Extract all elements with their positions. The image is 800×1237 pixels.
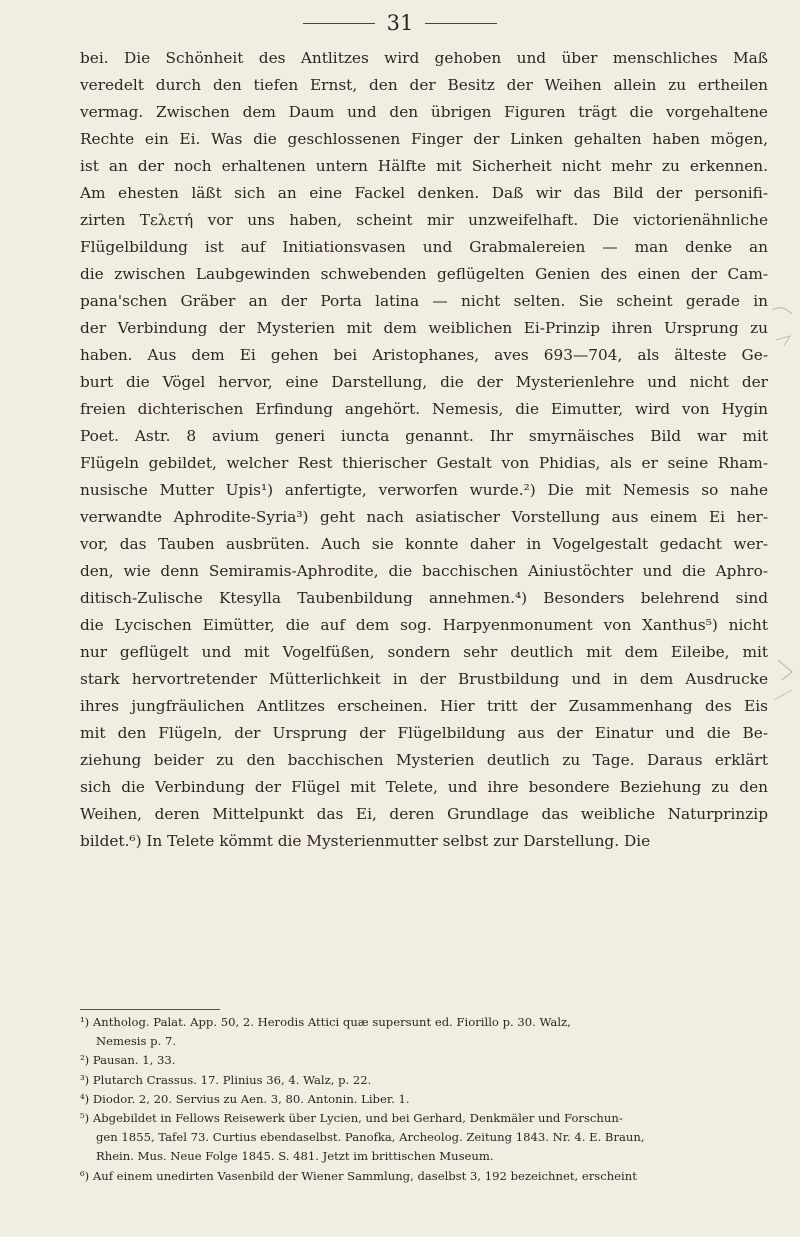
footnote-text: Antholog. Palat. App. 50, 2. Herodis Attici quæ supersunt ed. Fiorillo p. 30. Walz, [92,1015,571,1029]
footnote-divider [80,1009,220,1010]
footnote-text: Plutarch Crassus. 17. Plinius 36, 4. Walz, p. 22. [92,1072,372,1087]
footnote-text: Diodor. 2, 20. Servius zu Aen. 3, 80. Antonin. Liber. 1. [92,1091,410,1106]
footnote-5-cont [80,1128,768,1147]
text-line: Poet. Astr. 8 avium generi iuncta genannt. Ihr smyrnäisches Bild war mit [80,427,768,445]
text-line: vermag. Zwischen dem Daum und den übrigen Figuren trägt die vorgehaltene [80,103,768,121]
text-line: zirten Τελετή vor uns haben, scheint mir unzweifelhaft. Die victorienähnliche [80,211,768,229]
text-line: Weihen, deren Mittelpunkt das Ei, deren Grundlage das weibliche Naturprinzip [80,805,768,823]
footnote-text: gen 1855, Tafel 73. Curtius ebendaselbst. Panofka, Archeolog. Zeitung 1843. Nr. 4. E. Braun, [96,1130,645,1145]
text-line: stark hervortretender Mütterlichkeit in der Brustbildung und in dem Ausdrucke [80,670,768,688]
page-header [0,10,800,36]
footnote-text: Nemesis p. 7. [96,1034,177,1049]
text-line: Am ehesten läßt sich an eine Fackel denken. Daß wir das Bild der personifi- [80,184,768,202]
text-line: haben. Aus dem Ei gehen bei Aristophanes, aves 693—704, als älteste Ge- [80,346,768,364]
footnote-mark: ⁵) [80,1111,90,1126]
pencil-mark [776,336,790,346]
footnote-5-cont [80,1147,768,1166]
text-line: Flügelbildung ist auf Initiationsvasen und Grabmalereien — man denke an [80,238,768,256]
text-line: den, wie denn Semiramis-Aphrodite, die bacchischen Ainiustöchter und die Aphro- [80,562,768,580]
footnote-mark: ⁴) [80,1091,90,1106]
pencil-mark [774,690,792,700]
header-rule-right [425,23,497,24]
pencil-mark [778,660,792,680]
footnote-mark: ²) [80,1053,90,1068]
text-line: nur geflügelt und mit Vogelfüßen, sondern sehr deutlich mit dem Eileibe, mit [80,643,768,661]
footnote-text: Auf einem unedirten Vasenbild der Wiener Sammlung, daselbst 3, 192 bezeichnet, erscheint [92,1168,637,1183]
text-line: bei. Die Schönheit des Antlitzes wird gehoben und über menschliches Maß [80,49,768,67]
footnote-mark: ¹) [80,1015,90,1029]
text-line: Rechte ein Ei. Was die geschlossenen Finger der Linken gehalten haben mögen, [80,130,768,148]
text-line: vor, das Tauben ausbrüten. Auch sie konnte daher in Vogelgestalt gedacht wer- [80,535,768,553]
text-line: mit den Flügeln, der Ursprung der Flügelbildung aus der Einatur und die Be- [80,724,768,742]
text-line: ditisch-Zulische Ktesylla Taubenbildung annehmen.⁴) Besonders belehrend sind [80,589,768,607]
text-line: ziehung beider zu den bacchischen Mysterien deutlich zu Tage. Daraus erklärt [80,751,768,769]
margin-pencil-marks [770,300,798,720]
text-line: sich die Verbindung der Flügel mit Telete, und ihre besondere Beziehung zu den [80,778,768,796]
text-line: burt die Vögel hervor, eine Darstellung, die der Mysterienlehre und nicht der [80,373,768,391]
footnote-1 [80,1013,768,1032]
text-line: verwandte Aphrodite-Syria³) geht nach asiatischer Vorstellung aus einem Ei her- [80,508,768,526]
text-line: nusische Mutter Upis¹) anfertigte, verworfen wurde.²) Die mit Nemesis so nahe [80,481,768,499]
footnote-text: Pausan. 1, 33. [92,1053,176,1068]
footnote-mark: ⁶) [80,1168,90,1183]
header-rule-left [303,23,375,24]
text-line: bildet.⁶) In Telete kömmt die Mysterienmutter selbst zur Darstellung. Die [80,832,651,850]
text-line: die Lycischen Eimütter, die auf dem sog. Harpyenmonument von Xanthus⁵) nicht [80,616,768,634]
text-line: die zwischen Laubgewinden schwebenden geflügelten Genien des einen der Cam- [80,265,768,283]
text-line: veredelt durch den tiefen Ernst, den der Besitz der Weihen allein zu ertheilen [80,76,768,94]
text-line: ihres jungfräulichen Antlitzes erscheinen. Hier tritt der Zusammenhang des Eis [80,697,768,715]
footnote-text: Rhein. Mus. Neue Folge 1845. S. 481. Jetzt im brittischen Museum. [96,1149,494,1164]
main-text [80,45,768,855]
text-line: pana'schen Gräber an der Porta latina — nicht selten. Sie scheint gerade in [80,292,768,310]
text-line: der Verbindung der Mysterien mit dem weiblichen Ei-Prinzip ihren Ursprung zu [80,319,768,337]
footnote-text: Abgebildet in Fellows Reisewerk über Lycien, und bei Gerhard, Denkmäler und Forschun- [92,1111,623,1126]
text-line: Flügeln gebildet, welcher Rest thierischer Gestalt von Phidias, als er seine Rham- [80,454,768,472]
footnote-3 [80,1071,768,1090]
footnote-4 [80,1090,768,1109]
footnote-1-cont [80,1032,768,1051]
footnote-2 [80,1051,768,1070]
footnote-6 [80,1167,768,1186]
text-line: ist an der noch erhaltenen untern Hälfte mit Sicherheit nicht mehr zu erkennen. [80,157,768,175]
page-number: 31 [386,11,414,35]
footnote-5 [80,1109,768,1128]
pencil-mark [772,308,792,314]
text-line: freien dichterischen Erfindung angehört. Nemesis, die Eimutter, wird von Hygin [80,400,768,418]
footnotes [80,1013,768,1186]
footnote-mark: ³) [80,1072,90,1087]
